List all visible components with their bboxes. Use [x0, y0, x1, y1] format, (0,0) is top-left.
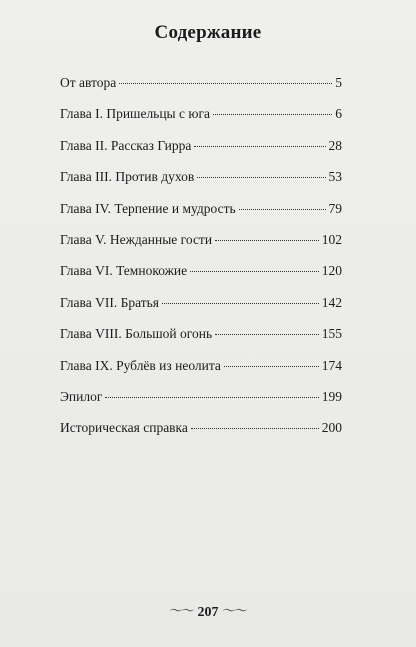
toc-entry — [60, 357, 342, 388]
toc-entry — [60, 105, 342, 136]
page-title: Содержание — [154, 22, 262, 43]
toc-entry-title: Глава I. Пришельцы с юга — [60, 106, 210, 122]
toc-entry-title: От автора — [60, 75, 117, 90]
dot-leader — [105, 397, 318, 398]
dot-leader — [213, 114, 332, 115]
toc-entry-title: Глава VI. Темнокожие — [60, 263, 188, 279]
toc-entry-title: Историческая справка — [60, 420, 188, 436]
dot-leader — [239, 209, 326, 210]
toc-entry-page: 5 — [335, 75, 342, 90]
toc-entry — [60, 262, 342, 293]
dot-leader — [194, 146, 325, 147]
page-footer — [0, 600, 416, 621]
wave-ornament-left: 〜〜 — [169, 603, 194, 618]
toc-entry — [60, 168, 342, 199]
toc-entry — [60, 419, 342, 450]
toc-entry — [60, 231, 342, 262]
toc-entry-title: Глава IX. Рублёв из неолита — [60, 357, 221, 373]
toc-entry-title: Глава IV. Терпение и мудрость — [60, 200, 236, 216]
toc-entry-title: Глава V. Нежданные гости — [60, 231, 213, 247]
wave-ornament-right: 〜〜 — [222, 603, 247, 618]
toc-entry-page: 53 — [328, 169, 342, 185]
table-of-contents — [60, 74, 342, 451]
toc-entry-page: 155 — [321, 326, 342, 342]
dot-leader — [119, 83, 332, 84]
toc-entry — [60, 294, 342, 325]
toc-entry-title: Эпилог — [60, 388, 103, 404]
toc-entry-title: Глава II. Рассказ Гирра — [60, 137, 192, 153]
toc-entry — [60, 137, 342, 168]
page-number: 207 — [197, 605, 219, 620]
dot-leader — [162, 303, 319, 304]
toc-entry-page: 6 — [335, 106, 342, 122]
dot-leader — [190, 271, 319, 272]
toc-entry-page: 199 — [321, 388, 342, 404]
toc-entry-page: 79 — [328, 200, 342, 216]
toc-entry-title: Глава III. Против духов — [60, 169, 195, 185]
dot-leader — [197, 177, 325, 178]
toc-entry — [60, 74, 342, 105]
toc-entry-page: 28 — [328, 137, 342, 153]
toc-entry-page: 102 — [321, 231, 342, 247]
toc-entry — [60, 325, 342, 356]
toc-entry-page: 200 — [321, 420, 342, 436]
toc-entry-page: 174 — [321, 357, 342, 373]
toc-entry — [60, 388, 342, 419]
toc-entry-page: 120 — [321, 263, 342, 279]
toc-entry-title: Глава VIII. Большой огонь — [60, 326, 213, 342]
dot-leader — [191, 428, 319, 429]
dot-leader — [224, 366, 319, 367]
dot-leader — [215, 240, 319, 241]
toc-entry — [60, 200, 342, 231]
dot-leader — [215, 334, 319, 335]
toc-entry-page: 142 — [321, 294, 342, 310]
toc-entry-title: Глава VII. Братья — [60, 294, 159, 310]
